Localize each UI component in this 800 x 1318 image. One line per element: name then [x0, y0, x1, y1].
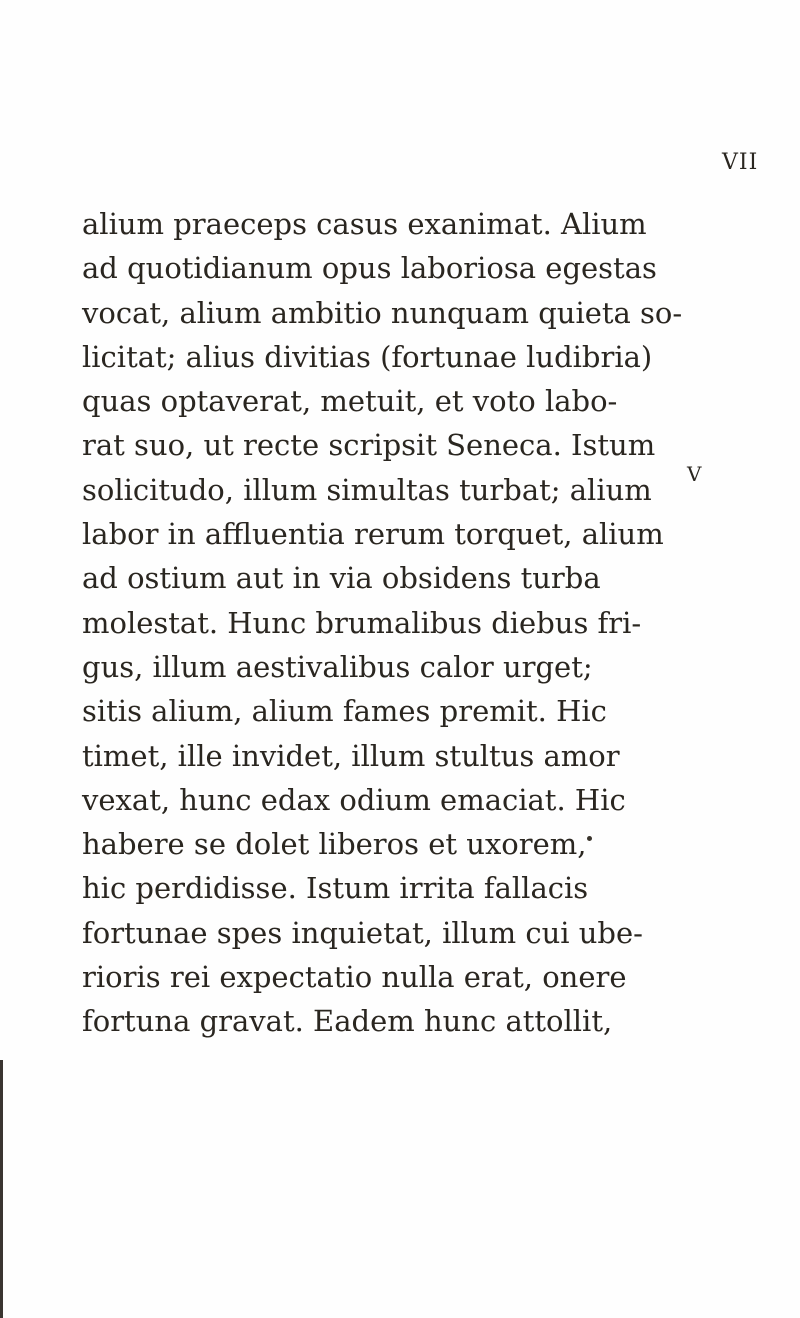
text-line: gus, illum aestivalibus calor urget;: [82, 649, 593, 684]
text-line: habere se dolet liberos et uxorem,: [82, 827, 587, 862]
text-line: vocat, alium ambitio nunquam quieta so-: [82, 295, 683, 330]
text-line: vexat, hunc edax odium emaciat. Hic: [82, 782, 626, 817]
text-line: hic perdidisse. Istum irrita fallacis: [82, 871, 589, 906]
text-line: fortuna gravat. Eadem hunc attollit,: [82, 1004, 613, 1039]
text-line: alium praeceps casus exanimat. Alium: [82, 207, 647, 241]
body-text: [82, 202, 682, 1044]
margin-dot: [587, 836, 592, 841]
text-line: ad quotidianum opus laboriosa egestas: [82, 251, 657, 286]
text-line: timet, ille invidet, illum stultus amor: [82, 738, 620, 773]
text-line: ad ostium aut in via obsidens turba: [82, 561, 601, 596]
text-line: molestat. Hunc brumalibus diebus fri-: [82, 605, 642, 640]
text-line: quas optaverat, metuit, et voto labo-: [82, 384, 618, 419]
text-line: solicitudo, illum simultas turbat; alium: [82, 472, 652, 507]
page-edge-shadow: [0, 1060, 3, 1318]
text-line: licitat; alius divitias (fortunae ludibria): [82, 339, 653, 374]
text-line: fortunae spes inquietat, illum cui ube-: [82, 915, 643, 950]
text-line: labor in affluentia rerum torquet, alium: [82, 517, 664, 552]
page-number: VII: [722, 150, 759, 175]
text-line: sitis alium, alium fames premit. Hic: [82, 694, 607, 729]
margin-mark: V: [687, 462, 702, 486]
text-line: rioris rei expectatio nulla erat, onere: [82, 960, 627, 995]
text-line: rat suo, ut recte scripsit Seneca. Istum: [82, 428, 656, 463]
